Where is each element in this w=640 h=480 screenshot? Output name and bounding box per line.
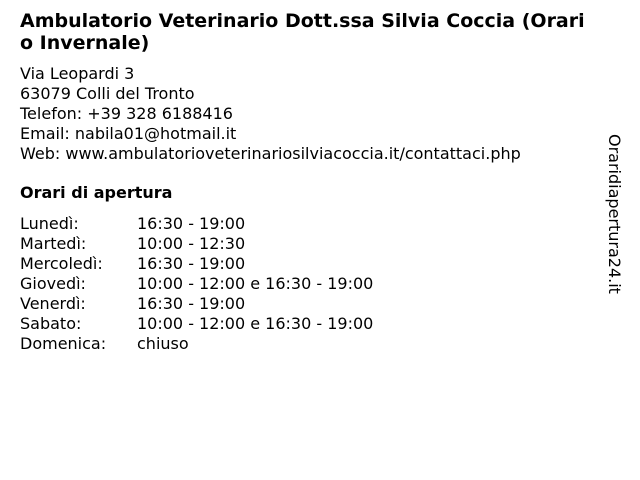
hours-row-tuesday: [20, 234, 373, 254]
hours-row-wednesday: [20, 254, 373, 274]
time-value: 10:00 - 12:00 e 16:30 - 19:00: [137, 274, 374, 293]
time-value: 16:30 - 19:00: [137, 214, 246, 233]
contact-info: [20, 64, 521, 164]
page-title: Ambulatorio Veterinario Dott.ssa Silvia Coccia (Orario Invernale): [20, 10, 585, 54]
hours-row-sunday: [20, 334, 373, 354]
opening-hours-list: [20, 214, 373, 354]
hours-row-saturday: [20, 314, 373, 334]
day-label: Lunedì:: [20, 214, 79, 233]
hours-row-monday: [20, 214, 373, 234]
time-value: 10:00 - 12:00 e 16:30 - 19:00: [137, 314, 374, 333]
time-value: 10:00 - 12:30: [137, 234, 246, 253]
time-value: 16:30 - 19:00: [137, 254, 246, 273]
address-city: 63079 Colli del Tronto: [20, 84, 195, 103]
email-line: Email: nabila01@hotmail.it: [20, 124, 237, 143]
hours-heading: Orari di apertura: [20, 183, 173, 202]
time-value: chiuso: [137, 334, 189, 353]
day-label: Mercoledì:: [20, 254, 103, 273]
day-label: Sabato:: [20, 314, 82, 333]
hours-row-friday: [20, 294, 373, 314]
phone-line: Telefon: +39 328 6188416: [20, 104, 233, 123]
day-label: Domenica:: [20, 334, 107, 353]
day-label: Venerdì:: [20, 294, 86, 313]
day-label: Martedì:: [20, 234, 87, 253]
day-label: Giovedì:: [20, 274, 86, 293]
time-value: 16:30 - 19:00: [137, 294, 246, 313]
website-line: Web: www.ambulatorioveterinariosilviacoccia.it/contattaci.php: [20, 144, 521, 163]
address-street: Via Leopardi 3: [20, 64, 135, 83]
watermark-text: Oraridiapertura24.it: [605, 134, 624, 294]
hours-row-thursday: [20, 274, 373, 294]
